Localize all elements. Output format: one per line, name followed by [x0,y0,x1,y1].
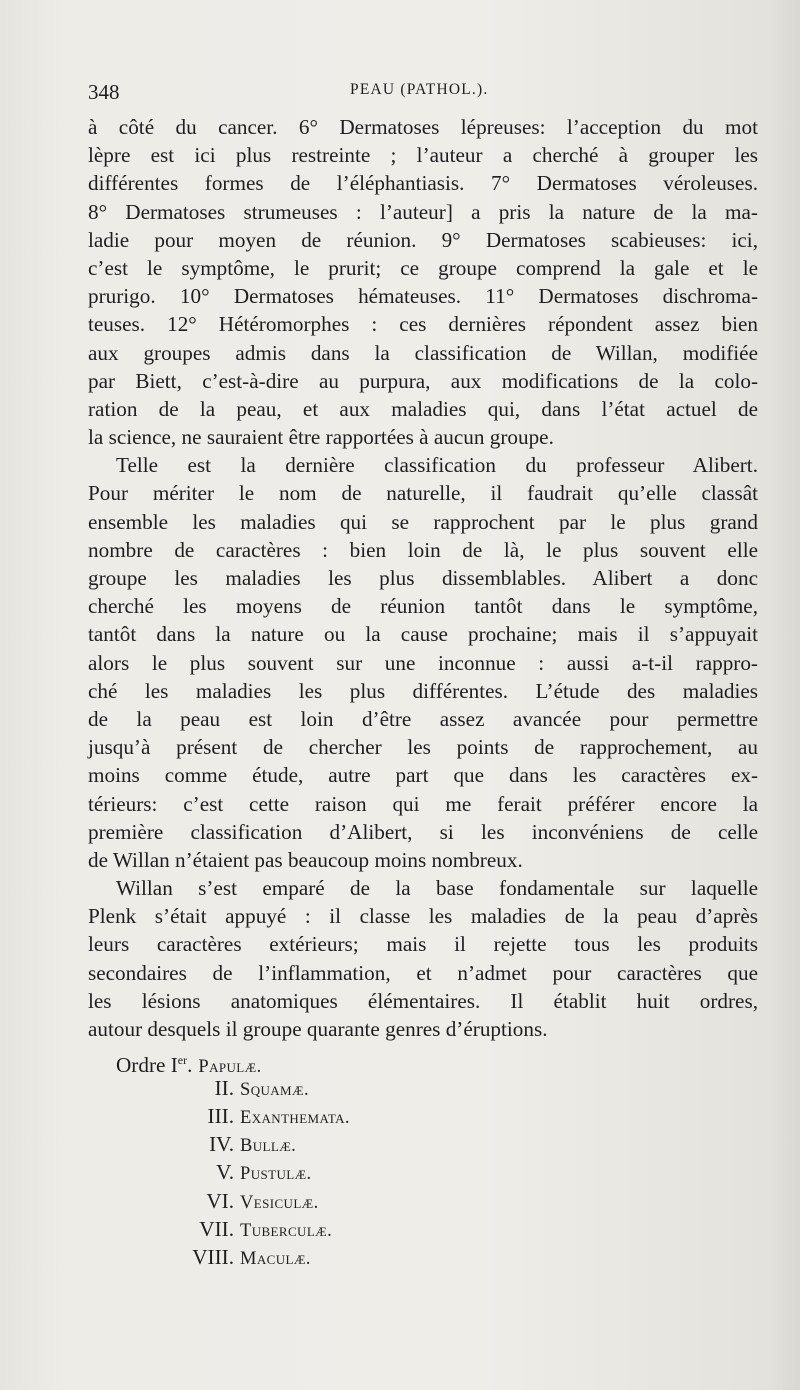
order-numeral: Ier. [170,1052,193,1077]
text-line: de Willan n’étaient pas beaucoup moins nombreux. [88,847,523,872]
order-numeral: VI. [206,1188,234,1213]
text-line: Willan s’est emparé de la base fondamentale sur laquelle [116,876,758,901]
text-line: à côté du cancer. 6° Dermatoses lépreuses: l’acception du mot [88,115,758,139]
text-line: les lésions anatomiques élémentaires. Il établit huit ordres, [88,988,758,1013]
text-line: alors le plus souvent sur une inconnue : aussi a-t-il rappro- [88,650,758,675]
order-name: Pustulæ. [240,1164,312,1185]
text-line: autour desquels il groupe quarante genres d’éruptions. [88,1017,548,1041]
order-name: Tuberculæ. [240,1220,333,1241]
order-numeral: VIII. [192,1244,234,1269]
order-item [88,1158,312,1186]
order-numeral: III. [207,1103,234,1128]
text-line: teuses. 12° Hétéromorphes : ces dernières répondent assez bien [88,312,758,337]
body-text [88,113,758,1269]
order-name: Bullæ. [240,1136,297,1157]
text-line: première classification d’Alibert, si les inconvéniens de celle [88,819,758,844]
text-line: prurigo. 10° Dermatoses hémateuses. 11° Dermatoses dischroma- [88,284,758,309]
order-numeral: V. [216,1160,234,1185]
text-line: tantôt dans la nature ou la cause prochaine; mais il s’appuyait [88,622,758,647]
running-title: PEAU (PATHOL.). [350,81,489,98]
text-line: leurs caractères extérieurs; mais il rejette tous les produits [88,932,758,957]
text-line: nombre de caractères : bien loin de là, le plus souvent elle [88,537,758,562]
order-item [116,1046,262,1077]
order-name: Vesiculæ. [240,1192,319,1213]
order-label: Ordre [116,1052,171,1077]
text-line: ration de la peau, et aux maladies qui, dans l’état actuel de [88,396,758,421]
text-line: Telle est la dernière classification du professeur Alibert. [116,453,758,478]
text-line: térieurs: c’est cette raison qui me ferait préférer encore la [88,791,758,816]
text-line: lèpre est ici plus restreinte ; l’auteur a cherché à grouper les [88,143,758,168]
text-line: aux groupes admis dans la classification de Willan, modifiée [88,340,758,365]
text-line: ché les maladies les plus différentes. L’étude des maladies [88,678,758,703]
page-number: 348 [88,80,120,104]
text-line: la science, ne sauraient être rapportées à aucun groupe. [88,425,554,450]
order-name: Papulæ. [198,1056,262,1077]
order-name: Maculæ. [240,1248,311,1269]
page-header [88,80,758,112]
text-line: secondaires de l’inflammation, et n’admet pour caractères que [88,960,758,985]
text-line: 8° Dermatoses strumeuses : l’auteur] a pris la nature de la ma- [88,199,758,224]
text-line: groupe les maladies les plus dissemblables. Alibert a donc [88,566,758,590]
order-item [88,1102,350,1130]
text-line: différentes formes de l’éléphantiasis. 7° Dermatoses véroleuses. [88,171,758,196]
order-numeral: II. [214,1075,234,1100]
text-line: c’est le symptôme, le prurit; ce groupe comprend la gale et le [88,255,758,280]
order-item [88,1243,311,1271]
text-line: moins comme étude, autre part que dans les caractères ex- [88,763,758,788]
text-line: Plenk s’était appuyé : il classe les maladies de la peau d’après [88,904,758,929]
order-item [88,1130,296,1158]
text-line: par Biett, c’est-à-dire au purpura, aux modifications de la colo- [88,368,758,393]
order-name: Exanthemata. [240,1107,350,1128]
text-line: de la peau est loin d’être assez avancée pour permettre [88,706,758,731]
order-name: Squamæ. [240,1079,309,1100]
order-item [88,1074,309,1102]
text-line: ensemble les maladies qui se rapprochent par le plus grand [88,509,758,534]
order-item [88,1187,319,1215]
order-numeral: IV. [209,1132,234,1157]
order-numeral: VII. [199,1216,234,1241]
text-line: cherché les moyens de réunion tantôt dans le symptôme, [88,594,758,619]
text-line: ladie pour moyen de réunion. 9° Dermatoses scabieuses: ici, [88,227,758,252]
order-item [88,1215,332,1243]
text-line: jusqu’à présent de chercher les points de rapprochement, au [88,735,758,760]
text-line: Pour mériter le nom de naturelle, il faudrait qu’elle classât [88,481,758,506]
